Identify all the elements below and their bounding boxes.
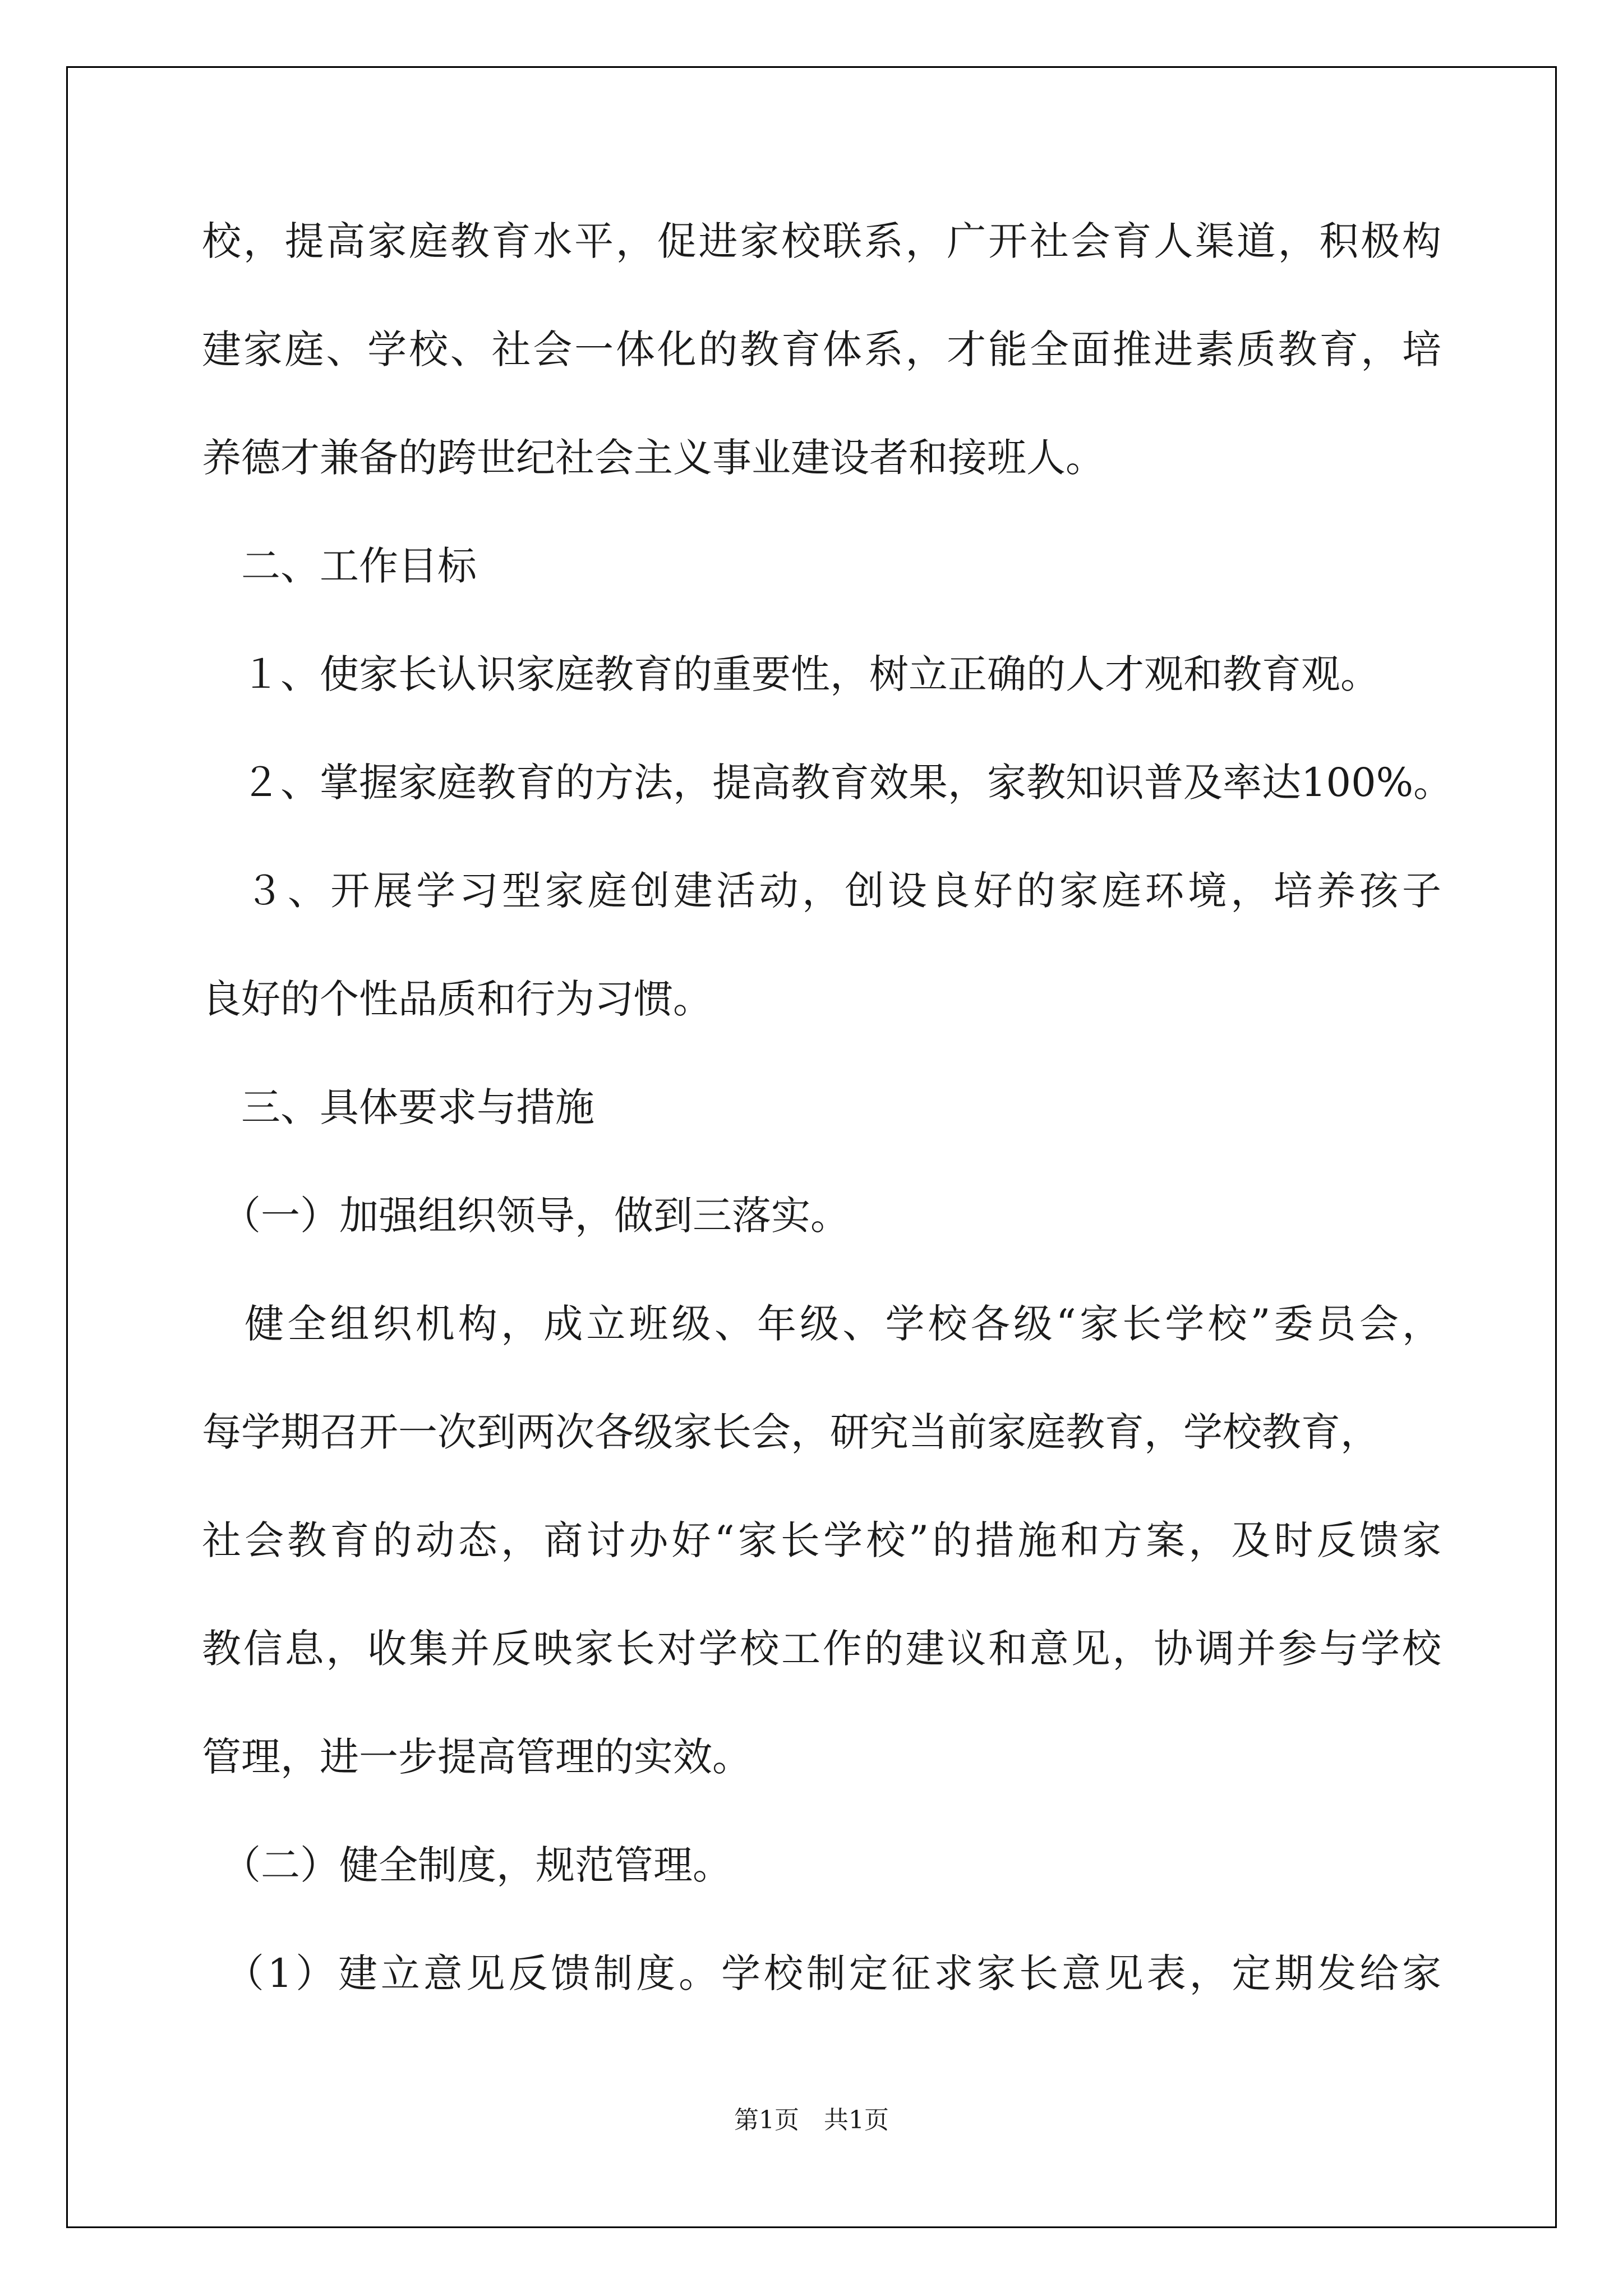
section-heading: 二、工作目标 xyxy=(202,543,477,589)
text-line: 良好的个性品质和行为习惯。 xyxy=(202,976,712,1022)
page-border xyxy=(66,66,1557,2228)
text-line: 社会教育的动态，商讨办好“家长学校”的措施和方案，及时反馈家 xyxy=(202,1517,1441,1563)
text-line: 管理，进一步提高管理的实效。 xyxy=(202,1734,751,1780)
text-line: （1）建立意见反馈制度。学校制定征求家长意见表，定期发给家 xyxy=(202,1950,1441,1996)
text-line: ２、掌握家庭教育的方法，提高教育效果，家教知识普及率达100%。 xyxy=(202,760,1453,806)
text-line: 每学期召开一次到两次各级家长会，研究当前家庭教育，学校教育， xyxy=(202,1409,1380,1455)
text-line: 校，提高家庭教育水平，促进家校联系，广开社会育人渠道，积极构 xyxy=(202,218,1441,264)
page-number-footer: 第1页 共1页 xyxy=(734,2106,889,2134)
subsection-heading: （二）健全制度，规范管理。 xyxy=(202,1842,732,1888)
text-line: １、使家长认识家庭教育的重要性，树立正确的人才观和教育观。 xyxy=(202,651,1380,697)
text-line: 建家庭、学校、社会一体化的教育体系，才能全面推进素质教育，培 xyxy=(202,326,1441,372)
text-line: 教信息，收集并反映家长对学校工作的建议和意见，协调并参与学校 xyxy=(202,1626,1441,1672)
text-line: 养德才兼备的跨世纪社会主义事业建设者和接班人。 xyxy=(202,435,1105,481)
section-heading: 三、具体要求与措施 xyxy=(202,1084,594,1130)
text-line: 健全组织机构，成立班级、年级、学校各级“家长学校”委员会， xyxy=(202,1301,1441,1347)
text-line: ３、开展学习型家庭创建活动，创设良好的家庭环境，培养孩子 xyxy=(202,868,1441,914)
subsection-heading: （一）加强组织领导，做到三落实。 xyxy=(202,1193,850,1239)
